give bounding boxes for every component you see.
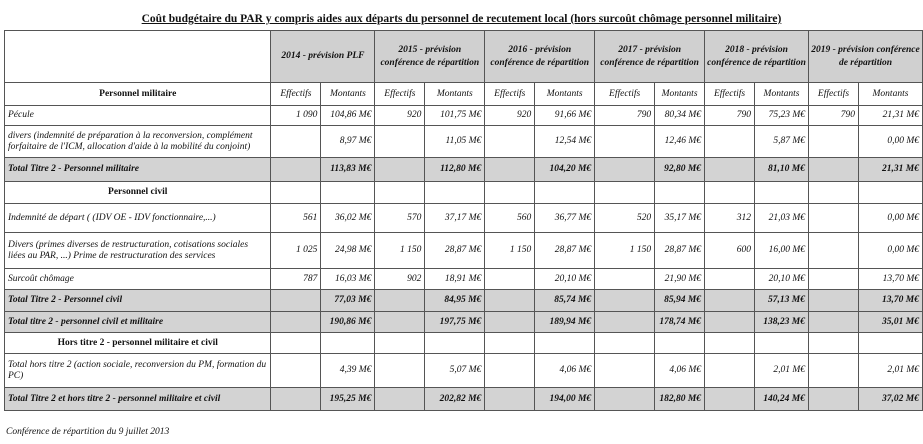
montant-cell: 202,82 M€ bbox=[425, 388, 485, 411]
montant-cell: 13,70 M€ bbox=[858, 290, 922, 312]
empty-cell bbox=[375, 182, 425, 204]
effectif-cell bbox=[595, 312, 655, 333]
empty-cell bbox=[535, 182, 595, 204]
effectifs-header: Effectifs bbox=[595, 83, 655, 106]
empty-cell bbox=[425, 182, 485, 204]
effectif-cell: 790 bbox=[595, 106, 655, 126]
table-row bbox=[5, 233, 923, 269]
montant-cell: 21,31 M€ bbox=[858, 106, 922, 126]
section-label: Personnel civil bbox=[5, 182, 271, 204]
empty-cell bbox=[321, 333, 375, 354]
montant-cell: 21,31 M€ bbox=[858, 158, 922, 182]
effectif-cell bbox=[375, 312, 425, 333]
montant-cell: 104,86 M€ bbox=[321, 106, 375, 126]
effectif-cell bbox=[808, 312, 858, 333]
montant-cell: 20,10 M€ bbox=[535, 269, 595, 290]
montants-header: Montants bbox=[755, 83, 809, 106]
effectif-cell bbox=[485, 269, 535, 290]
montant-cell: 18,91 M€ bbox=[425, 269, 485, 290]
effectif-cell bbox=[485, 312, 535, 333]
empty-cell bbox=[808, 333, 858, 354]
effectifs-header: Effectifs bbox=[271, 83, 321, 106]
effectif-cell: 1 150 bbox=[595, 233, 655, 269]
total-row bbox=[5, 290, 923, 312]
empty-cell bbox=[595, 333, 655, 354]
montant-cell: 8,97 M€ bbox=[321, 126, 375, 158]
montant-cell: 28,87 M€ bbox=[535, 233, 595, 269]
section-label: Personnel militaire bbox=[5, 83, 271, 106]
montant-cell: 85,74 M€ bbox=[535, 290, 595, 312]
row-label: Total hors titre 2 (action sociale, reconversion du PM, formation du PC) bbox=[5, 354, 271, 388]
effectif-cell bbox=[808, 388, 858, 411]
effectif-cell bbox=[705, 312, 755, 333]
effectif-cell bbox=[595, 354, 655, 388]
effectif-cell bbox=[808, 158, 858, 182]
montant-cell: 190,86 M€ bbox=[321, 312, 375, 333]
montant-cell: 35,01 M€ bbox=[858, 312, 922, 333]
empty-cell bbox=[858, 182, 922, 204]
effectif-cell bbox=[705, 126, 755, 158]
effectif-cell bbox=[808, 269, 858, 290]
effectif-cell bbox=[271, 290, 321, 312]
montant-cell: 113,83 M€ bbox=[321, 158, 375, 182]
montant-cell: 80,34 M€ bbox=[655, 106, 705, 126]
montant-cell: 2,01 M€ bbox=[755, 354, 809, 388]
montant-cell: 4,06 M€ bbox=[655, 354, 705, 388]
montant-cell: 37,02 M€ bbox=[858, 388, 922, 411]
effectifs-header: Effectifs bbox=[485, 83, 535, 106]
empty-cell bbox=[655, 182, 705, 204]
row-label: Total Titre 2 - Personnel militaire bbox=[5, 158, 271, 182]
effectif-cell bbox=[271, 312, 321, 333]
effectif-cell bbox=[271, 354, 321, 388]
effectif-cell: 920 bbox=[375, 106, 425, 126]
year-header-row bbox=[5, 31, 923, 83]
montant-cell: 91,66 M€ bbox=[535, 106, 595, 126]
effectif-cell bbox=[271, 126, 321, 158]
montant-cell: 36,02 M€ bbox=[321, 204, 375, 233]
montant-cell: 101,75 M€ bbox=[425, 106, 485, 126]
montant-cell: 194,00 M€ bbox=[535, 388, 595, 411]
montant-cell: 138,23 M€ bbox=[755, 312, 809, 333]
effectif-cell: 312 bbox=[705, 204, 755, 233]
effectif-cell: 790 bbox=[808, 106, 858, 126]
total-row bbox=[5, 312, 923, 333]
effectif-cell bbox=[705, 158, 755, 182]
section-label: Hors titre 2 - personnel militaire et civil bbox=[5, 333, 271, 354]
section-header-row bbox=[5, 333, 923, 354]
montant-cell: 85,94 M€ bbox=[655, 290, 705, 312]
montant-cell: 0,00 M€ bbox=[858, 233, 922, 269]
montant-cell: 37,17 M€ bbox=[425, 204, 485, 233]
effectif-cell bbox=[485, 126, 535, 158]
montants-header: Montants bbox=[535, 83, 595, 106]
montant-cell: 21,90 M€ bbox=[655, 269, 705, 290]
total-row bbox=[5, 388, 923, 411]
budget-table bbox=[4, 30, 923, 411]
effectif-cell bbox=[271, 158, 321, 182]
montant-cell: 0,00 M€ bbox=[858, 126, 922, 158]
footnote: Conférence de répartition du 9 juillet 2013 bbox=[6, 427, 170, 437]
montants-header: Montants bbox=[655, 83, 705, 106]
montant-cell: 35,17 M€ bbox=[655, 204, 705, 233]
empty-cell bbox=[655, 333, 705, 354]
montant-cell: 12,54 M€ bbox=[535, 126, 595, 158]
effectif-cell bbox=[485, 158, 535, 182]
effectif-cell bbox=[271, 388, 321, 411]
montant-cell: 75,23 M€ bbox=[755, 106, 809, 126]
effectif-cell: 1 150 bbox=[485, 233, 535, 269]
effectif-cell bbox=[808, 233, 858, 269]
montant-cell: 81,10 M€ bbox=[755, 158, 809, 182]
year-header: 2017 - prévision conférence de répartition bbox=[595, 31, 705, 83]
effectif-cell bbox=[485, 388, 535, 411]
effectif-cell bbox=[705, 388, 755, 411]
montant-cell: 20,10 M€ bbox=[755, 269, 809, 290]
montant-cell: 0,00 M€ bbox=[858, 204, 922, 233]
montant-cell: 16,00 M€ bbox=[755, 233, 809, 269]
montant-cell: 195,25 M€ bbox=[321, 388, 375, 411]
empty-cell bbox=[808, 182, 858, 204]
row-label: Indemnité de départ ( (IDV OE - IDV fonctionnaire,...) bbox=[5, 204, 271, 233]
row-label: Total titre 2 - personnel civil et militaire bbox=[5, 312, 271, 333]
effectif-cell bbox=[485, 354, 535, 388]
montant-cell: 104,20 M€ bbox=[535, 158, 595, 182]
montant-cell: 189,94 M€ bbox=[535, 312, 595, 333]
table-row bbox=[5, 354, 923, 388]
montant-cell: 178,74 M€ bbox=[655, 312, 705, 333]
effectif-cell bbox=[808, 354, 858, 388]
montant-cell: 21,03 M€ bbox=[755, 204, 809, 233]
effectif-cell bbox=[705, 354, 755, 388]
effectif-cell: 520 bbox=[595, 204, 655, 233]
montant-cell: 5,07 M€ bbox=[425, 354, 485, 388]
montant-cell: 4,06 M€ bbox=[535, 354, 595, 388]
empty-cell bbox=[375, 333, 425, 354]
effectif-cell bbox=[375, 126, 425, 158]
empty-cell bbox=[858, 333, 922, 354]
row-label: Total Titre 2 - Personnel civil bbox=[5, 290, 271, 312]
effectif-cell: 570 bbox=[375, 204, 425, 233]
montant-cell: 2,01 M€ bbox=[858, 354, 922, 388]
effectif-cell bbox=[808, 204, 858, 233]
montant-cell: 197,75 M€ bbox=[425, 312, 485, 333]
montant-cell: 11,05 M€ bbox=[425, 126, 485, 158]
effectif-cell bbox=[375, 290, 425, 312]
table-row bbox=[5, 106, 923, 126]
effectif-cell: 790 bbox=[705, 106, 755, 126]
total-row bbox=[5, 158, 923, 182]
montant-cell: 112,80 M€ bbox=[425, 158, 485, 182]
row-label: divers (indemnité de préparation à la reconversion, complément forfaitaire de l'ICM, allocation d'aide à la mobilité du conjoint) bbox=[5, 126, 271, 158]
year-header: 2018 - prévision conférence de répartition bbox=[705, 31, 809, 83]
montant-cell: 4,39 M€ bbox=[321, 354, 375, 388]
year-header: 2019 - prévision conférence de répartition bbox=[808, 31, 922, 83]
montant-cell: 5,87 M€ bbox=[755, 126, 809, 158]
effectif-cell: 1 150 bbox=[375, 233, 425, 269]
row-label: Total Titre 2 et hors titre 2 - personnel militaire et civil bbox=[5, 388, 271, 411]
montant-cell: 28,87 M€ bbox=[425, 233, 485, 269]
effectif-cell bbox=[705, 269, 755, 290]
table-title: Coût budgétaire du PAR y compris aides aux départs du personnel de recutement local (hors surcoût chômage personnel militaire) bbox=[141, 13, 782, 25]
montants-header: Montants bbox=[321, 83, 375, 106]
empty-cell bbox=[755, 182, 809, 204]
effectif-cell: 1 025 bbox=[271, 233, 321, 269]
empty-cell bbox=[321, 182, 375, 204]
effectif-cell: 920 bbox=[485, 106, 535, 126]
montant-cell: 24,98 M€ bbox=[321, 233, 375, 269]
effectif-cell bbox=[375, 158, 425, 182]
row-label: Surcoût chômage bbox=[5, 269, 271, 290]
row-label: Pécule bbox=[5, 106, 271, 126]
montant-cell: 57,13 M€ bbox=[755, 290, 809, 312]
empty-cell bbox=[595, 182, 655, 204]
montant-cell: 182,80 M€ bbox=[655, 388, 705, 411]
effectif-cell bbox=[705, 290, 755, 312]
effectif-cell: 560 bbox=[485, 204, 535, 233]
effectif-cell: 561 bbox=[271, 204, 321, 233]
section-header-row bbox=[5, 182, 923, 204]
effectif-cell bbox=[595, 388, 655, 411]
empty-cell bbox=[705, 333, 755, 354]
montant-cell: 16,03 M€ bbox=[321, 269, 375, 290]
year-header: 2016 - prévision conférence de répartition bbox=[485, 31, 595, 83]
row-label: Divers (primes diverses de restructuration, cotisations sociales liées au PAR, ...) Prime de restructuration des services bbox=[5, 233, 271, 269]
empty-cell bbox=[485, 182, 535, 204]
effectif-cell bbox=[595, 126, 655, 158]
table-row bbox=[5, 269, 923, 290]
section-header-row bbox=[5, 83, 923, 106]
empty-cell bbox=[705, 182, 755, 204]
effectif-cell: 600 bbox=[705, 233, 755, 269]
montants-header: Montants bbox=[425, 83, 485, 106]
montant-cell: 28,87 M€ bbox=[655, 233, 705, 269]
effectif-cell bbox=[595, 158, 655, 182]
table-row bbox=[5, 204, 923, 233]
effectif-cell bbox=[808, 126, 858, 158]
empty-cell bbox=[425, 333, 485, 354]
montant-cell: 92,80 M€ bbox=[655, 158, 705, 182]
effectifs-header: Effectifs bbox=[705, 83, 755, 106]
effectif-cell bbox=[808, 290, 858, 312]
effectif-cell: 787 bbox=[271, 269, 321, 290]
montant-cell: 36,77 M€ bbox=[535, 204, 595, 233]
montant-cell: 13,70 M€ bbox=[858, 269, 922, 290]
year-header: 2015 - prévision conférence de répartition bbox=[375, 31, 485, 83]
effectif-cell: 902 bbox=[375, 269, 425, 290]
effectif-cell bbox=[595, 269, 655, 290]
montants-header: Montants bbox=[858, 83, 922, 106]
montant-cell: 84,95 M€ bbox=[425, 290, 485, 312]
effectifs-header: Effectifs bbox=[375, 83, 425, 106]
effectif-cell bbox=[485, 290, 535, 312]
effectif-cell bbox=[375, 388, 425, 411]
empty-cell bbox=[271, 182, 321, 204]
effectifs-header: Effectifs bbox=[808, 83, 858, 106]
empty-cell bbox=[755, 333, 809, 354]
year-header: 2014 - prévision PLF bbox=[271, 31, 375, 83]
table-row bbox=[5, 126, 923, 158]
montant-cell: 12,46 M€ bbox=[655, 126, 705, 158]
effectif-cell bbox=[375, 354, 425, 388]
montant-cell: 77,03 M€ bbox=[321, 290, 375, 312]
corner-cell bbox=[5, 31, 271, 83]
empty-cell bbox=[535, 333, 595, 354]
effectif-cell bbox=[595, 290, 655, 312]
montant-cell: 140,24 M€ bbox=[755, 388, 809, 411]
effectif-cell: 1 090 bbox=[271, 106, 321, 126]
empty-cell bbox=[271, 333, 321, 354]
empty-cell bbox=[485, 333, 535, 354]
